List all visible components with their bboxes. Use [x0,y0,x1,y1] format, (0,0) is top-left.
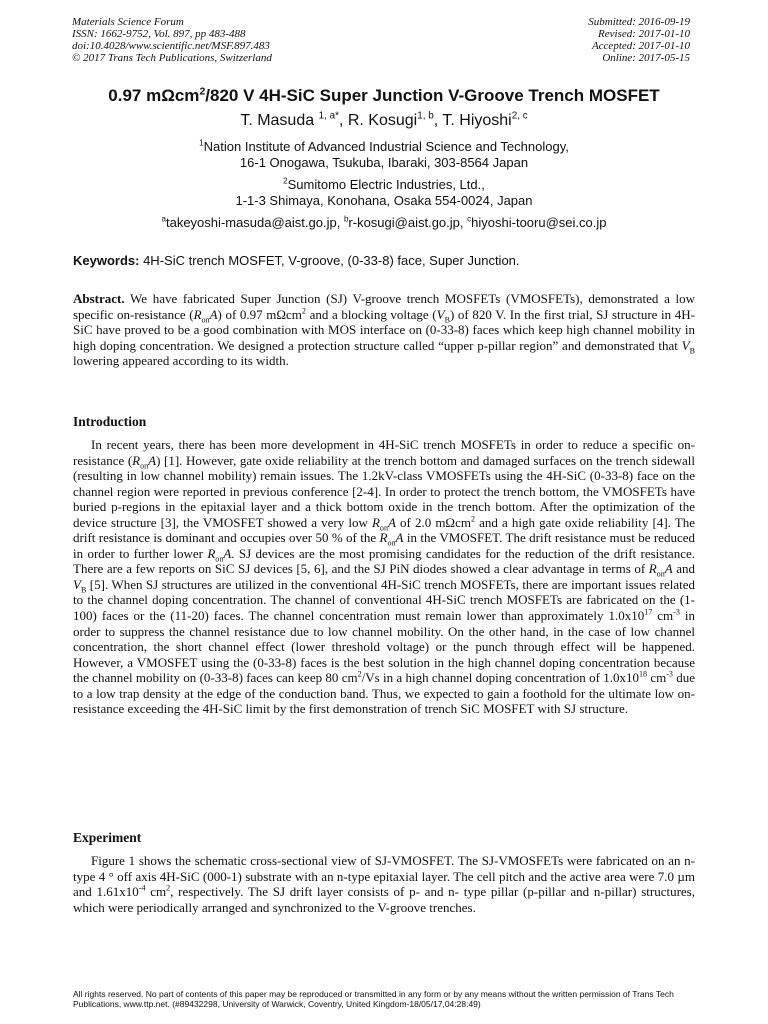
abstract-text: A [209,306,218,322]
experiment-body [73,853,695,915]
abstract-text: B [689,346,695,356]
abstract-text: R [193,306,202,322]
keywords [73,253,693,269]
intro-text: on [379,523,388,533]
journal-issn: ISSN: 1662-9752, Vol. 897, pp 483-488 [72,28,246,40]
email-list [40,215,728,231]
journal-name: Materials Science Forum [72,16,184,28]
paper-title [40,86,728,106]
abstract-text: ) of 0.97 mΩcm [217,306,302,322]
intro-text: In recent years, there has been more development in 4H-SiC trench MOSFETs in order to reduce a specific on-resistance ( [73,437,695,468]
date-online: Online: 2017-05-15 [602,52,690,64]
email-b-mark: b [343,214,349,224]
keywords-text: 4H-SiC trench MOSFET, V-groove, (0-33-8) face, Super Junction. [139,253,520,268]
date-submitted: Submitted: 2016-09-19 [588,16,690,28]
affiliation-2-mark: 2 [283,176,288,186]
experiment-text: , respectively. The SJ drift layer consists of p- and n- type pillar (p-pillar and n-pillar) structures, which were periodically arranged and synchronized to the V-groove trenches. [73,884,695,915]
introduction-body [73,437,695,717]
title-part-b: /820 V 4H-SiC Super Junction V-Groove Trench MOSFET [205,86,660,105]
intro-text: R [371,514,380,530]
intro-text: of 2.0 mΩcm [395,514,471,530]
intro-text: on [656,569,665,579]
intro-text: and a high gate oxide reliability [4]. The drift resistance is dominant and occupies over 50 % of the [73,514,695,546]
affiliation-1 [40,139,728,171]
abstract-text: ) of 820 V. In the first trial, SJ structure in 4H-SiC have proved to be a good combination with MOS interface on (0-33-8) faces which keep high channel mobility in high doping concentration. We designed a protection structure called “upper p-pillar region” and demonstrated that [73,306,695,353]
intro-text: on [387,538,396,548]
copyright-footer: All rights reserved. No part of contents of this paper may be reproduced or transmitted in any form or by any means without the written permission of Trans Tech Publications, www.ttp.net. (#89432298, University of Warwick, Coventry, United Kingdom-18/05/17,04:28:49) [73,989,674,1009]
email-b[interactable]: r-kosugi@aist.go.jp, [348,215,468,230]
abstract-text: 2 [301,306,306,316]
intro-text: A [387,514,396,530]
intro-text: B [80,585,87,595]
intro-text: V [73,576,81,592]
experiment-text: 2 [166,883,171,893]
author-list [40,111,728,131]
abstract-text: We have fabricated Super Junction (SJ) V-groove trench MOSFETs (VMOSFETs), demonstrated a low specific on-resistance ( [73,291,695,322]
abstract-text: on [201,315,210,325]
experiment-text: Figure 1 shows the schematic cross-sectional view of SJ-VMOSFET. The SJ-VMOSFETs were fabricated on an n-type 4 ° off axis 4H-SiC (000-1) substrate with an n-type epitaxial layer. The cell pitch and the active area were 7.0 µm and 1.61x10 [73,853,695,900]
author-3-mark: 2, c [511,110,528,122]
email-c-mark: c [467,214,472,224]
intro-text: A [664,561,673,577]
affiliation-1-mark: 1 [199,138,204,148]
email-a[interactable]: takeyoshi-masuda@aist.go.jp, [165,215,344,230]
intro-text: -3 [666,669,673,679]
intro-text: 2 [357,669,362,679]
intro-text: and [672,561,696,577]
intro-text: A [148,452,157,468]
title-part-a: 0.97 mΩcm [108,86,200,105]
abstract-text: V [436,306,445,322]
abstract [73,291,695,369]
intro-text: R [648,561,657,577]
affiliation-2-line-1: Sumitomo Electric Industries, Ltd., [287,177,485,192]
intro-text: on [215,554,224,564]
intro-text: A [395,530,404,546]
abstract-label: Abstract. [73,291,125,306]
keywords-label: Keywords: [73,253,140,268]
intro-text: 17 [644,607,653,617]
intro-text: . SJ devices are the most promising candidates for the reduction of the drift resistance. There are a few reports on SiC SJ devices [5, 6], and the SJ PiN diodes showed a clear advantage in terms of [73,545,695,577]
author-2: , R. Kosugi [338,112,418,129]
author-1: T. Masuda [240,112,319,129]
intro-text: 18 [638,669,648,679]
intro-text: /Vs in a high channel doping concentration of 1.0x10 [361,670,639,686]
intro-text: 2 [470,514,476,524]
journal-doi: doi:10.4028/www.scientific.net/MSF.897.483 [72,40,270,52]
affiliation-2-line-2: 1-1-3 Shimaya, Konohana, Osaka 554-0024, Japan [235,193,533,208]
author-2-mark: 1, b [417,110,434,122]
publication-dates [450,16,690,64]
affiliation-1-line-1: Nation Institute of Advanced Industrial Science and Technology, [203,139,569,154]
title-sup: 2 [199,85,206,98]
introduction-heading: Introduction [73,414,147,429]
intro-text: ) [1]. However, gate oxide reliability at the trench bottom and damaged surfaces on the trench sidewall (resulting in low channel mobility) remain issues. The 1.2kV-class VMOSFETs using the 4H-SiC (0-33-8) face on the channel region were reported in previous conference [2-4]. In order to protect the trench bottom, the VMOSFETs have buried p-regions in the epitaxial layer and a thick bottom oxide in the trench bottom. After the optimization of the device structure [3], the VMOSFET showed a very low [73,452,695,530]
intro-text: in the VMOSFET. The drift resistance must be reduced in order to further lower [73,530,695,561]
intro-text: [5]. When SJ structures are utilized in the conventional 4H-SiC trench MOSFETs, there are important issues related to the channel doping concentration. The channel of conventional 4H-SiC trench MOSFETs are fabricated on the (1-100) faces or the (11-20) faces. The channel concentration must remain lower than approximately 1.0x10 [73,576,695,624]
abstract-text: and a blocking voltage ( [305,306,437,322]
affiliation-1-line-2: 16-1 Onogawa, Tsukuba, Ibaraki, 303-8564 Japan [239,155,529,170]
intro-text: R [207,545,216,561]
abstract-text: B [444,315,450,325]
affiliation-2 [40,177,728,209]
experiment-text: cm [145,884,167,900]
abstract-text: V [681,337,690,353]
intro-text: -3 [673,607,680,617]
author-3: , T. Hiyoshi [433,112,512,129]
email-a-mark: a [161,214,166,224]
intro-text: in order to suppress the channel resistance due to low channel mobility. On the other hand, in the case of low channel concentration, the short channel effect (lower threshold voltage) or the punch through effect will be happened. However, a VMOSFET using the (0-33-8) faces is the best solution in the high channel doping concentration because the channel mobility on (0-33-8) faces can keep 80 cm [73,608,695,686]
experiment-heading: Experiment [73,830,142,845]
intro-text: cm [647,670,667,686]
date-revised: Revised: 2017-01-10 [598,28,690,40]
intro-text: on [140,461,149,471]
experiment-text: -4 [138,883,146,893]
journal-info [72,16,432,64]
intro-text: due to a low trap density at the edge of the conduction band. Thus, we expected to gain a foothold for the ultimate low on-resistance exceeding the 4H-SiC limit by the first demonstration of trench SiC MOSFET with SJ structure. [73,670,695,717]
date-accepted: Accepted: 2017-01-10 [591,40,690,52]
abstract-text: lowering appeared according to its width. [73,353,289,369]
intro-text: R [132,452,141,468]
author-1-mark: 1, a* [318,110,339,122]
intro-text: cm [652,608,674,624]
intro-text: A [223,545,232,561]
journal-copyright: © 2017 Trans Tech Publications, Switzerland [72,52,272,64]
email-c[interactable]: hiyoshi-tooru@sei.co.jp [471,215,607,230]
intro-text: R [379,530,388,546]
